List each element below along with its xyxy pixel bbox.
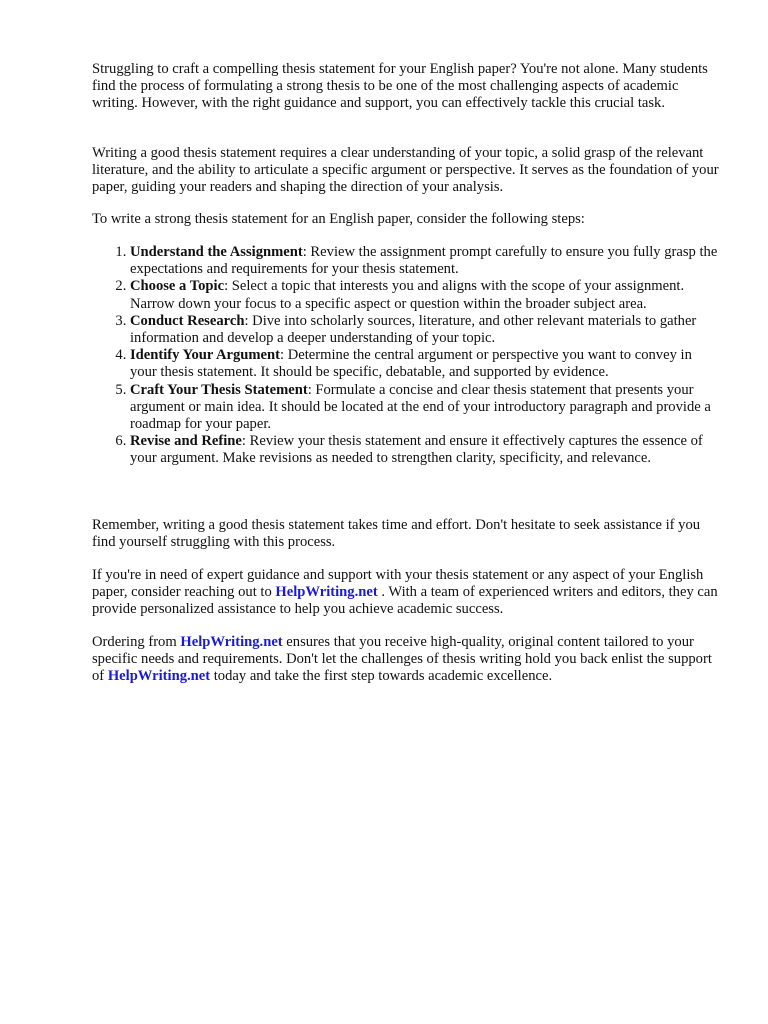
list-item [130, 313, 720, 347]
step-term: Choose a Topic [130, 278, 225, 295]
step-separator: : [302, 244, 307, 260]
helpwriting-link[interactable]: HelpWriting.net [107, 668, 211, 685]
intro-paragraph: Struggling to craft a compelling thesis statement for your English paper? You're not alone. Many students find the process of formulating a strong thesis to be one of the most challenging aspects of academic writing. However, with the right guidance and support, you can effectively tackle this crucial task. [92, 61, 708, 112]
step-separator: : [280, 347, 285, 364]
ordering-text-middle: ensures that you receive high-quality, original content tailored to your specific needs and requirements. Don't let the challenges of thesis writing hold you back enlist the support of [92, 634, 712, 685]
step-term: Understand the Assignment [130, 244, 303, 260]
step-term: Revise and Refine [130, 433, 242, 450]
step-separator: : [224, 278, 229, 295]
ordering-paragraph [92, 634, 720, 686]
reminder-paragraph: Remember, writing a good thesis statement takes time and effort. Don't hesitate to seek assistance if you find yourself struggling with this process. [92, 517, 701, 551]
step-text: Dive into scholarly sources, literature, and other relevant materials to gather information and develop a deeper understanding of your topic. [130, 312, 697, 347]
list-item [130, 244, 720, 278]
list-item [130, 278, 720, 312]
step-text: Review your thesis statement and ensure it effectively captures the essence of your argument. Make revisions as needed to strengthen clarity, specificity, and relevance. [130, 433, 703, 467]
steps-list [92, 244, 720, 468]
helpwriting-link[interactable]: HelpWriting.net [275, 584, 378, 601]
step-term: Conduct Research [130, 312, 245, 329]
contact-paragraph [92, 567, 720, 619]
thesis-requirements-paragraph: Writing a good thesis statement requires a clear understanding of your topic, a solid grasp of the relevant literature, and the ability to articulate a specific argument or perspective. It serves as the foundation of your paper, guiding your readers and shaping the direction of your analysis. [92, 145, 719, 196]
step-term: Craft Your Thesis Statement [130, 381, 308, 398]
helpwriting-link[interactable]: HelpWriting.net [180, 634, 283, 650]
step-term: Identify Your Argument [130, 347, 280, 364]
ordering-text-after: today and take the first step towards academic excellence. [210, 668, 553, 685]
step-separator: : [244, 312, 249, 329]
list-item [130, 433, 720, 467]
step-text: Review the assignment prompt carefully to ensure you fully grasp the expectations and requirements for your thesis statement. [130, 244, 718, 278]
contact-text-before: If you're in need of expert guidance and support with your thesis statement or any aspect of your English paper, consider reaching out to [92, 567, 704, 601]
step-text: Select a topic that interests you and aligns with the scope of your assignment. Narrow down your focus to a specific aspect or question within the broader subject area. [130, 278, 685, 312]
ordering-text-before: Ordering from [92, 634, 181, 650]
steps-lead-in: To write a strong thesis statement for an English paper, consider the following steps: [92, 211, 585, 227]
step-text: Determine the central argument or perspective you want to convey in your thesis statement. It should be specific, debatable, and supported by evidence. [130, 347, 692, 381]
step-separator: : [307, 381, 312, 398]
list-item [130, 347, 720, 381]
step-separator: : [241, 433, 246, 450]
list-item [130, 382, 720, 434]
contact-text-after: . With a team of experienced writers and editors, they can provide personalized assistance to help you achieve academic success. [92, 584, 718, 618]
step-text: Formulate a concise and clear thesis statement that presents your argument or main idea. It should be located at the end of your introductory paragraph and provide a roadmap for your paper. [130, 381, 711, 433]
